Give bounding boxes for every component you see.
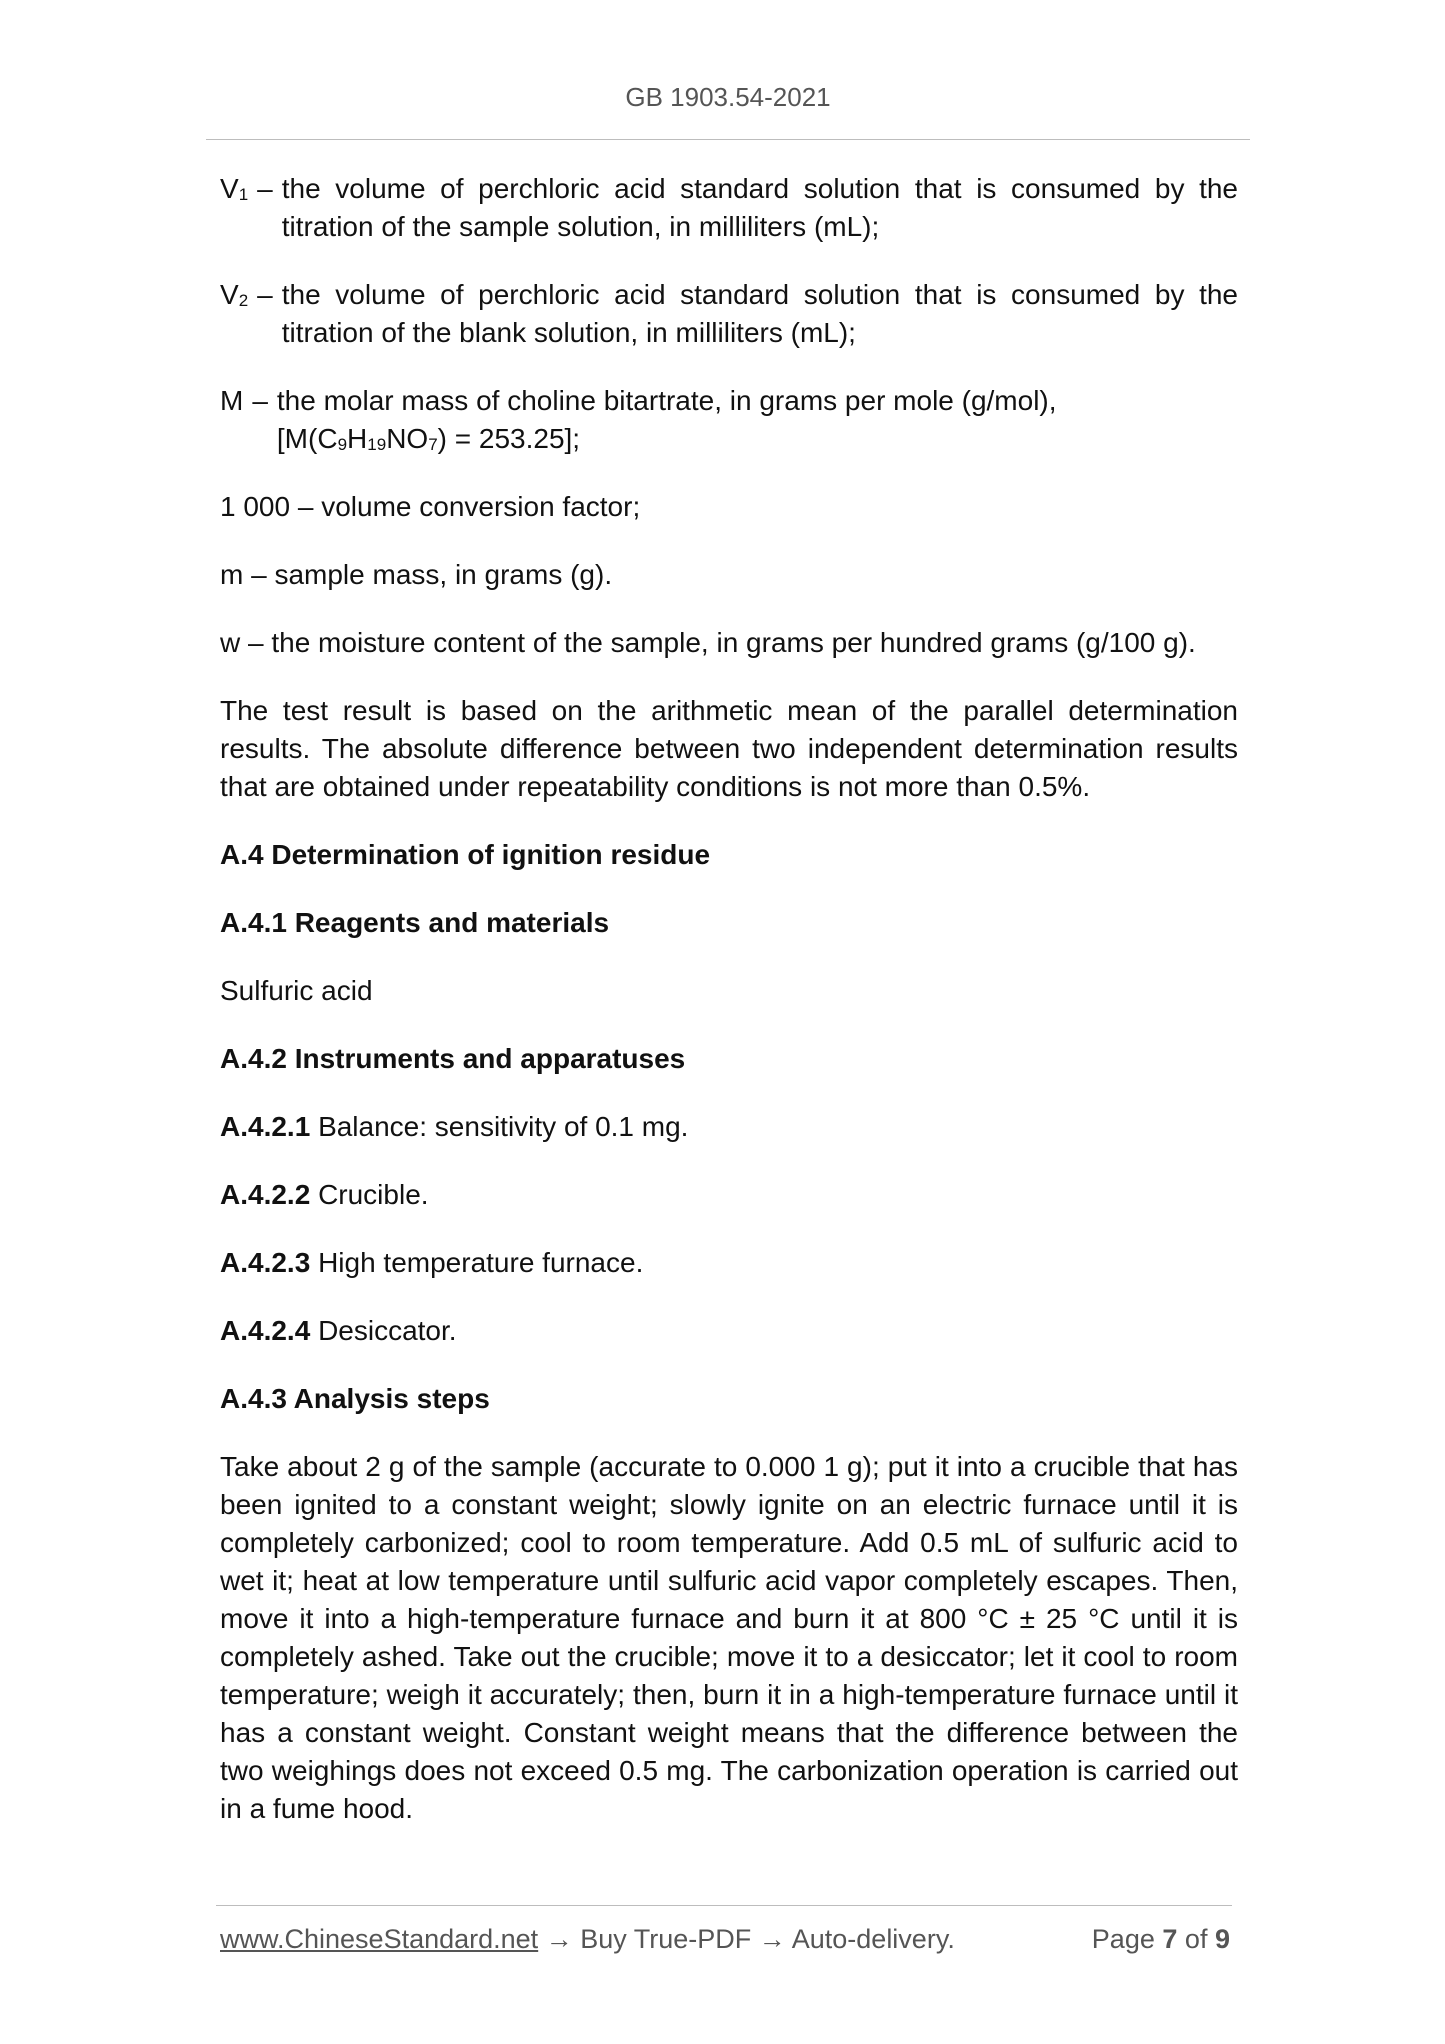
definition-text: the volume of perchloric acid standard solution that is consumed by the titration of the blank solution, in milliliters (mL);	[281, 279, 1238, 348]
definition-v1	[220, 170, 1238, 246]
definition-mass: m – sample mass, in grams (g).	[220, 559, 613, 590]
reagent-text: Sulfuric acid	[220, 975, 373, 1006]
definition-dash: –	[252, 385, 268, 416]
definition-text: the volume of perchloric acid standard solution that is consumed by the titration of the sample solution, in milliliters (mL);	[281, 173, 1238, 242]
footer-promo: www.ChineseStandard.net → Buy True-PDF → Auto-delivery.	[220, 1924, 955, 1954]
page-indicator: Page 7 of 9	[1091, 1924, 1230, 1954]
apparatus-item-a422: A.4.2.2 Crucible.	[220, 1179, 429, 1210]
definition-moisture: w – the moisture content of the sample, in grams per hundred grams (g/100 g).	[220, 627, 1196, 658]
result-paragraph: The test result is based on the arithmetic mean of the parallel determination results. The absolute difference between two independent determination results that are obtained under repeatability conditions is not more than 0.5%.	[220, 695, 1238, 802]
apparatus-item-a423: A.4.2.3 High temperature furnace.	[220, 1247, 644, 1278]
document-body	[220, 170, 1238, 1858]
definition-v2	[220, 276, 1238, 352]
apparatus-item-a421: A.4.2.1 Balance: sensitivity of 0.1 mg.	[220, 1111, 689, 1142]
symbol-v2: $V_2$	[220, 279, 249, 310]
definition-dash: –	[257, 173, 273, 204]
section-heading-a4: A.4 Determination of ignition residue	[220, 839, 711, 870]
molar-mass-formula: $[M(C_9H_{19}NO_7) = 253.25]$;	[276, 423, 581, 454]
definition-factor: 1 000 – volume conversion factor;	[220, 491, 641, 522]
section-heading-a42: A.4.2 Instruments and apparatuses	[220, 1043, 686, 1074]
footer-divider	[216, 1905, 1232, 1906]
apparatus-item-a424: A.4.2.4 Desiccator.	[220, 1315, 457, 1346]
header-divider	[206, 139, 1250, 140]
website-link[interactable]: www.ChineseStandard.net	[220, 1924, 539, 1954]
analysis-steps-paragraph: Take about 2 g of the sample (accurate to 0.000 1 g); put it into a crucible that has been ignited to a constant weight; slowly ignite on an electric furnace until it is completely carbonized; cool to room temperature. Add 0.5 mL of sulfuric acid to wet it; heat at low temperature until sulfuric acid vapor completely escapes. Then, move it into a high-temperature furnace and burn it at 800 °C ± 25 °C until it is completely ashed. Take out the crucible; move it to a desiccator; let it cool to room temperature; weigh it accurately; then, burn it in a high-temperature furnace until it has a constant weight. Constant weight means that the difference between the two weighings does not exceed 0.5 mg. The carbonization operation is carried out in a fume hood.	[220, 1451, 1238, 1824]
page-footer	[220, 1924, 1230, 1955]
symbol-v1: $V_1$	[220, 173, 249, 204]
definition-m	[220, 382, 1238, 458]
section-heading-a43: A.4.3 Analysis steps	[220, 1383, 490, 1414]
document-header: GB 1903.54-2021	[625, 82, 831, 112]
section-heading-a41: A.4.1 Reagents and materials	[220, 907, 610, 938]
definition-text: the molar mass of choline bitartrate, in grams per mole (g/mol), $[M(C_9H_{19}NO_7) = 253.25]$;	[276, 385, 1057, 454]
symbol-m: M	[220, 385, 244, 416]
definition-dash: –	[257, 279, 273, 310]
